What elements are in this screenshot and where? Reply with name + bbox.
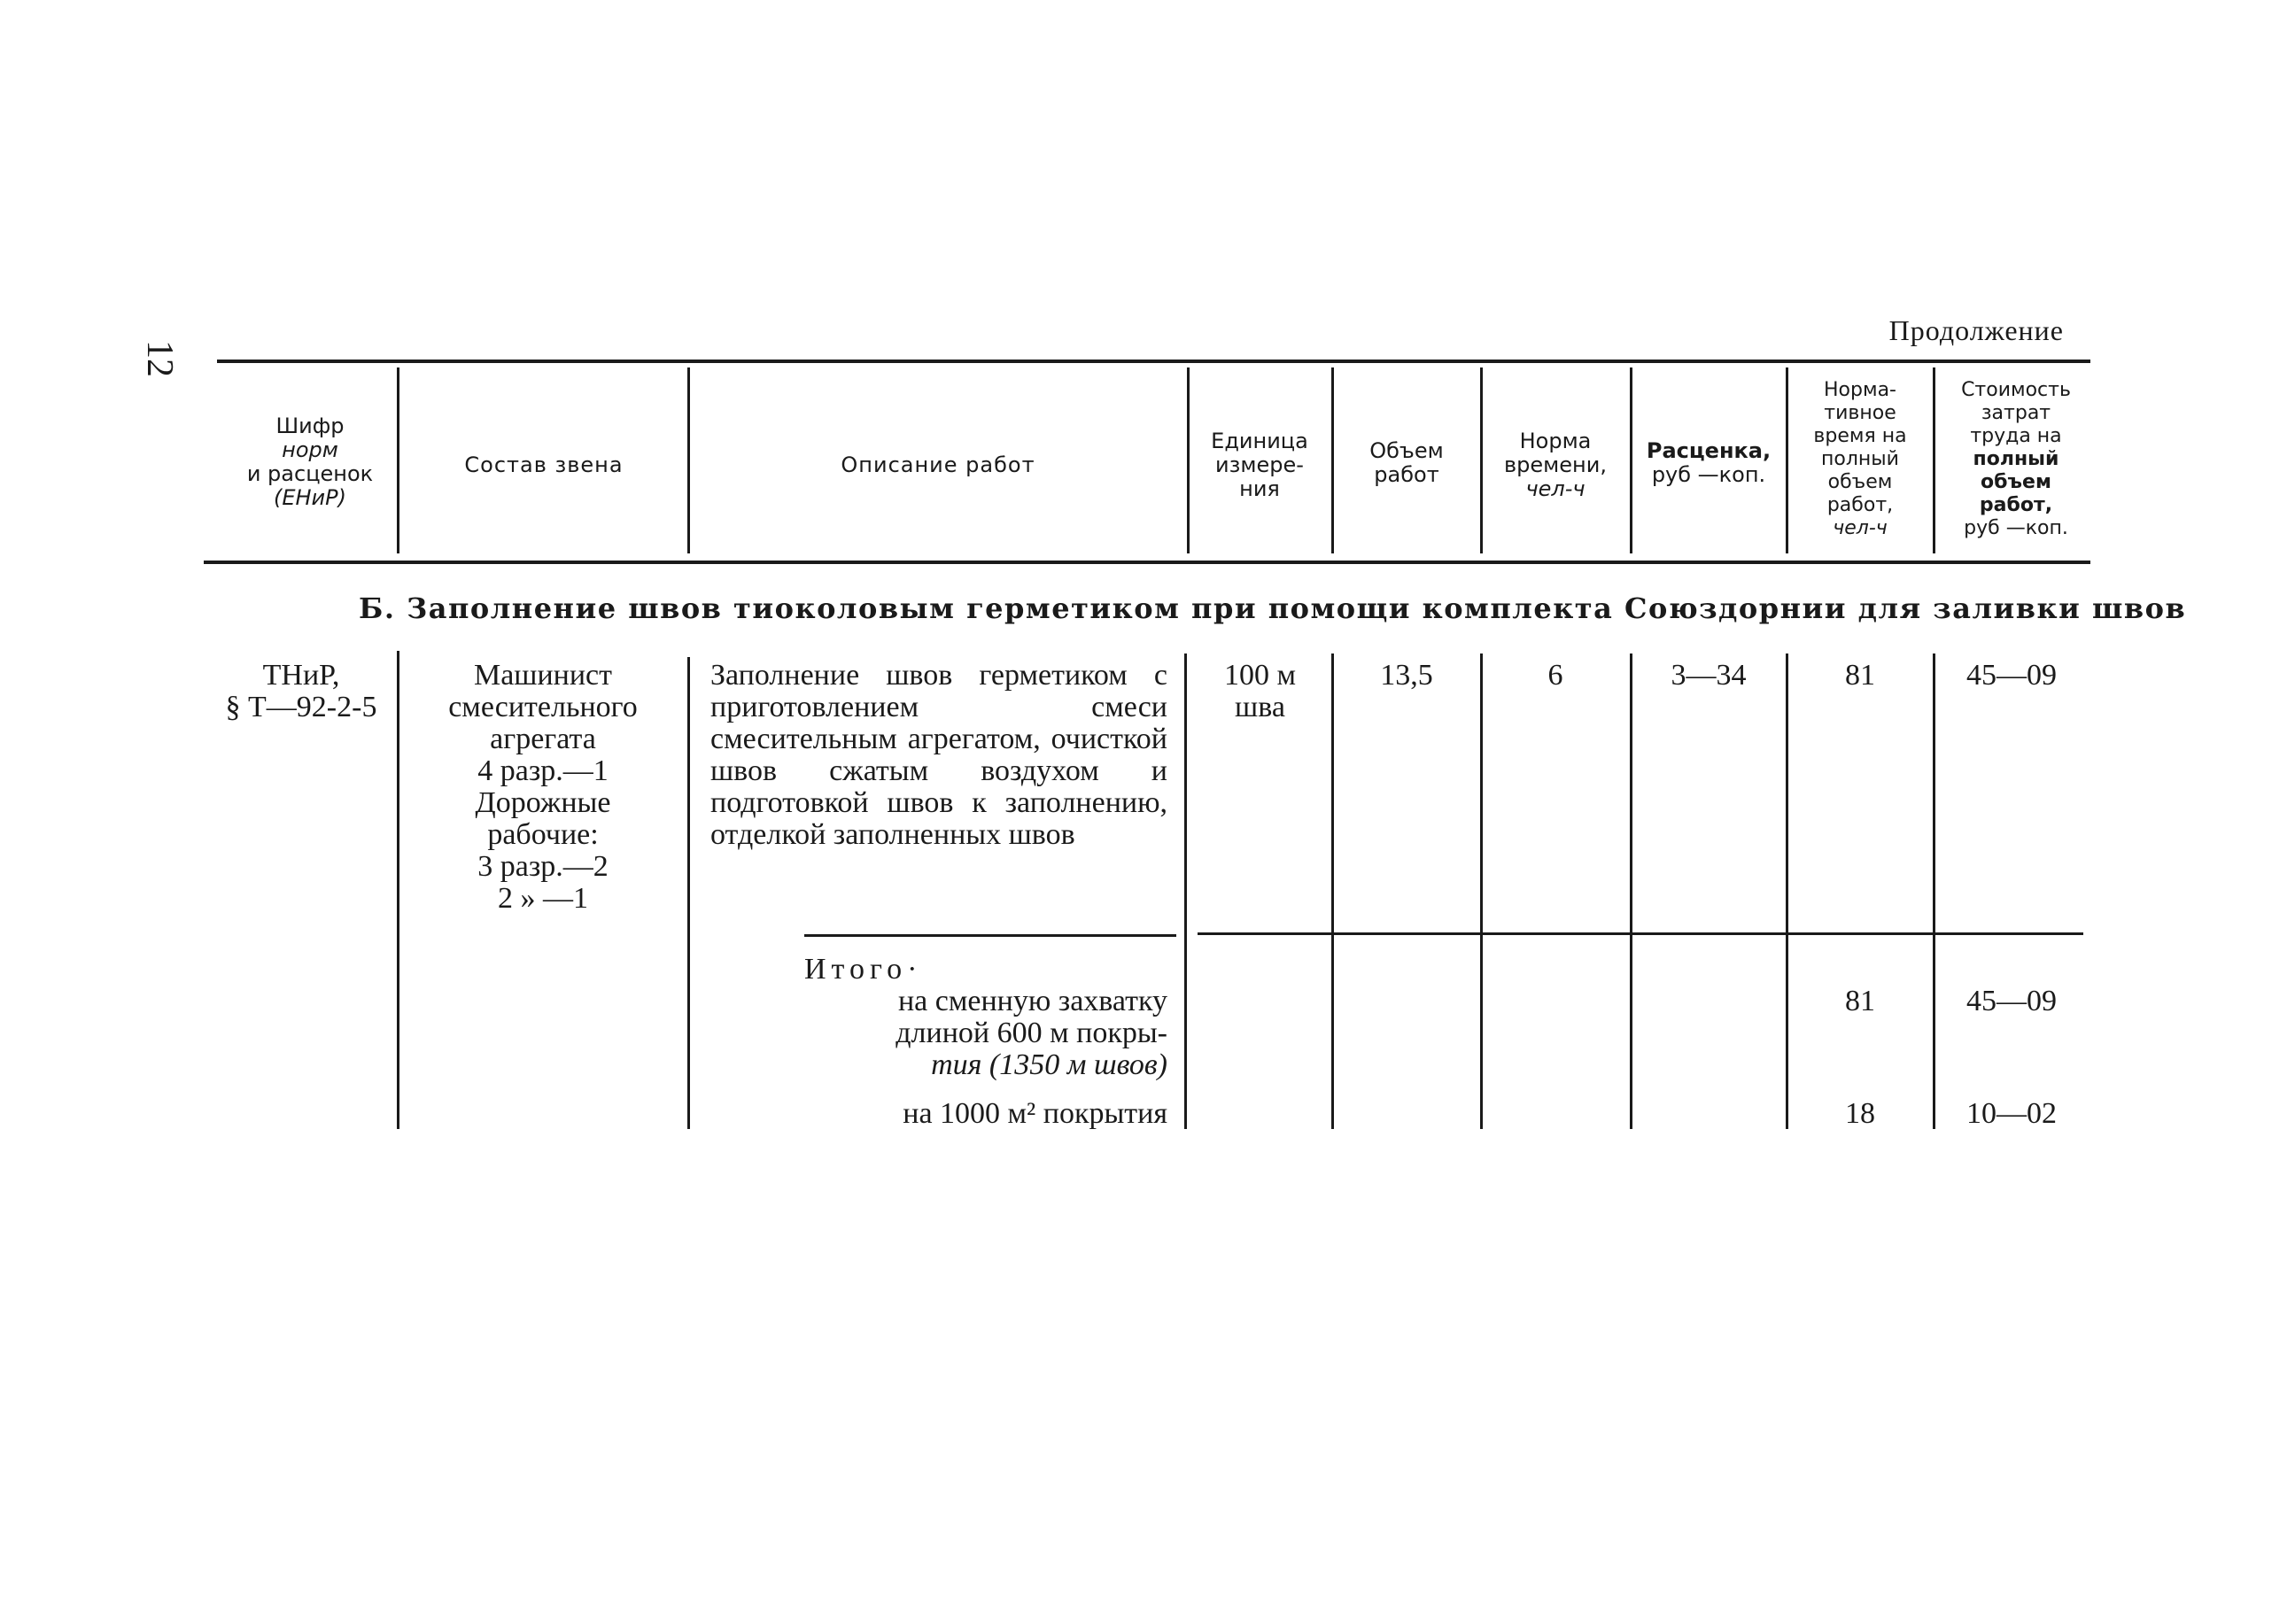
table-top-rule: [217, 360, 2090, 363]
totals-rule-left: [804, 934, 1176, 937]
header-time-norm: Норма времени, чел-ч: [1504, 429, 1607, 501]
header-unit: Единица измере- ния: [1211, 429, 1308, 501]
totals-shift-time: 81: [1845, 985, 1875, 1017]
body-divider: [687, 657, 690, 1129]
totals-shift-cost: 45—09: [1966, 985, 2057, 1017]
row-rate: 3—34: [1671, 659, 1747, 692]
totals-per-area-time: 18: [1845, 1097, 1875, 1130]
header-total-cost: Стоимость затрат труда на полный объем работ, руб —коп.: [1961, 379, 2071, 539]
totals-per-area-cost: 10—02: [1966, 1097, 2057, 1130]
row-crew: Машинист смесительного агрегата 4 разр.—1 Дорожные рабочие: 3 разр.—2 2 » —1: [448, 659, 638, 915]
header-divider: [1630, 367, 1632, 553]
header-divider: [1480, 367, 1483, 553]
header-crew: Состав звена: [464, 452, 624, 477]
header-description: Описание работ: [841, 452, 1035, 477]
body-divider: [397, 651, 399, 1129]
body-divider: [1786, 653, 1788, 1129]
page-number: 12: [139, 340, 180, 377]
row-description: Заполнение швов герметиком с приготовлением смеси смесительным агрегатом, очисткой швов сжатым воздухом и подготовкой швов к заполнению, отделкой заполненных швов: [710, 659, 1167, 851]
header-bottom-rule: [204, 561, 2090, 564]
body-divider: [1331, 653, 1334, 1129]
header-divider: [1187, 367, 1190, 553]
header-divider: [1786, 367, 1788, 553]
row-time-norm: 6: [1547, 659, 1563, 692]
totals-label: Итого·: [804, 953, 923, 986]
body-divider: [1480, 653, 1483, 1129]
totals-rule-right: [1198, 932, 2083, 935]
header-code: Шифр норм и расценок (ЕНиР): [246, 414, 374, 510]
header-volume: Объем работ: [1369, 438, 1444, 487]
row-unit: 100 м шва: [1223, 659, 1296, 723]
section-title: Б. Заполнение швов тиоколовым герметиком при помощи комплекта Союздорнии для заливки швов: [359, 592, 2187, 625]
header-divider: [1933, 367, 1935, 553]
row-volume: 13,5: [1380, 659, 1433, 692]
continuation-label: Продолжение: [1888, 314, 2064, 346]
body-divider: [1184, 653, 1187, 1129]
totals-per-area-text: на 1000 м² покрытия: [903, 1097, 1167, 1130]
row-total-cost: 45—09: [1966, 659, 2057, 692]
header-rate: Расценка, руб —коп.: [1646, 438, 1772, 487]
totals-shift-text: на сменную захватку длиной 600 м покры- тия (1350 м швов): [896, 985, 1167, 1081]
header-divider: [687, 367, 690, 553]
header-divider: [397, 367, 399, 553]
row-code: ТНиР, § Т—92-2-5: [225, 659, 377, 723]
body-divider: [1630, 653, 1632, 1129]
header-total-time: Норма- тивное время на полный объем работ, чел-ч: [1813, 379, 1907, 539]
body-divider: [1933, 653, 1935, 1129]
row-total-time: 81: [1845, 659, 1875, 692]
header-divider: [1331, 367, 1334, 553]
